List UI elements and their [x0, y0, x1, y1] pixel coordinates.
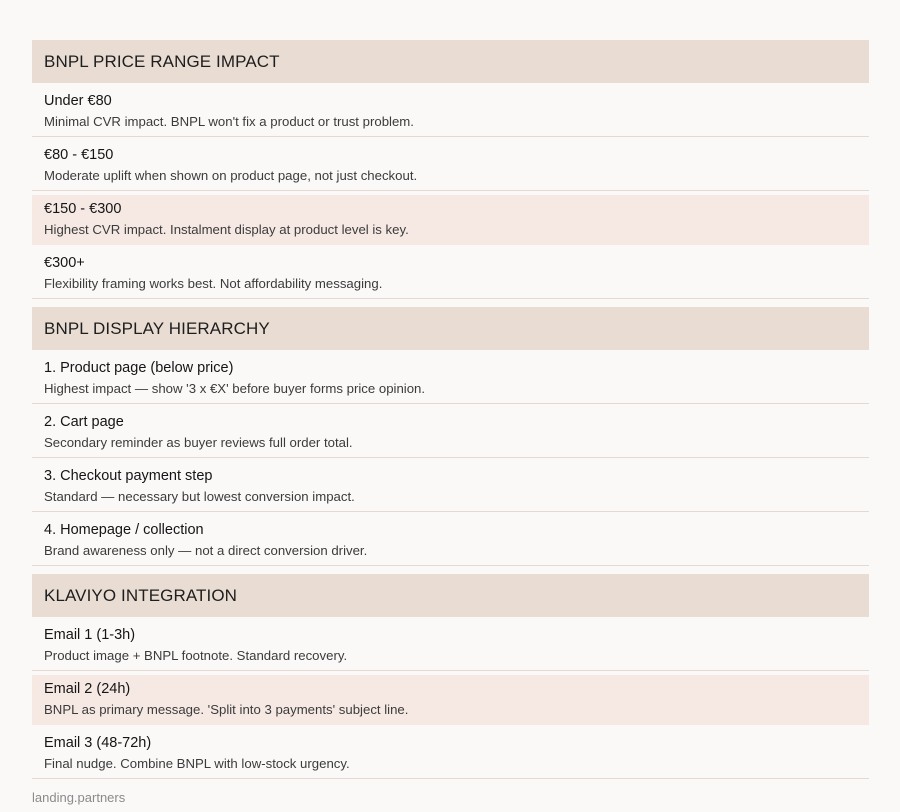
row-description: BNPL as primary message. 'Split into 3 payments' subject line.: [44, 702, 409, 717]
footer-brand: landing.partners: [32, 790, 126, 805]
list-item: [32, 87, 869, 137]
row-description: Final nudge. Combine BNPL with low-stock urgency.: [44, 756, 350, 771]
section-header: BNPL DISPLAY HIERARCHY: [32, 307, 869, 350]
section-price-range: [32, 40, 869, 299]
section-header: KLAVIYO INTEGRATION: [32, 574, 869, 617]
list-item: [32, 408, 869, 458]
row-title: Email 2 (24h): [44, 681, 131, 697]
row-title: €150 - €300: [44, 201, 122, 217]
list-item-highlighted: [32, 195, 869, 245]
list-item: [32, 141, 869, 191]
row-description: Standard — necessary but lowest conversion impact.: [44, 489, 355, 504]
row-title: €300+: [44, 255, 85, 271]
list-item: [32, 354, 869, 404]
row-description: Secondary reminder as buyer reviews full order total.: [44, 435, 353, 450]
list-item: [32, 462, 869, 512]
row-description: Moderate uplift when shown on product page, not just checkout.: [44, 168, 418, 183]
row-description: Brand awareness only — not a direct conversion driver.: [44, 543, 368, 558]
row-description: Flexibility framing works best. Not affordability messaging.: [44, 276, 383, 291]
list-item: [32, 249, 869, 299]
row-title: 1. Product page (below price): [44, 360, 234, 376]
section-display-hierarchy: [32, 307, 869, 566]
list-item: [32, 729, 869, 779]
row-title: Under €80: [44, 93, 112, 109]
row-description: Highest impact — show '3 x €X' before buyer forms price opinion.: [44, 381, 426, 396]
row-title: €80 - €150: [44, 147, 114, 163]
list-item-highlighted: [32, 675, 869, 725]
row-title: 2. Cart page: [44, 414, 124, 430]
row-description: Highest CVR impact. Instalment display at product level is key.: [44, 222, 409, 237]
row-description: Minimal CVR impact. BNPL won't fix a product or trust problem.: [44, 114, 414, 129]
content-container: [32, 40, 869, 787]
row-title: Email 3 (48-72h): [44, 735, 152, 751]
row-title: 3. Checkout payment step: [44, 468, 213, 484]
row-title: 4. Homepage / collection: [44, 522, 204, 538]
list-item: [32, 621, 869, 671]
section-klaviyo-integration: [32, 574, 869, 779]
row-title: Email 1 (1-3h): [44, 627, 136, 643]
list-item: [32, 516, 869, 566]
row-description: Product image + BNPL footnote. Standard recovery.: [44, 648, 348, 663]
section-header: BNPL PRICE RANGE IMPACT: [32, 40, 869, 83]
